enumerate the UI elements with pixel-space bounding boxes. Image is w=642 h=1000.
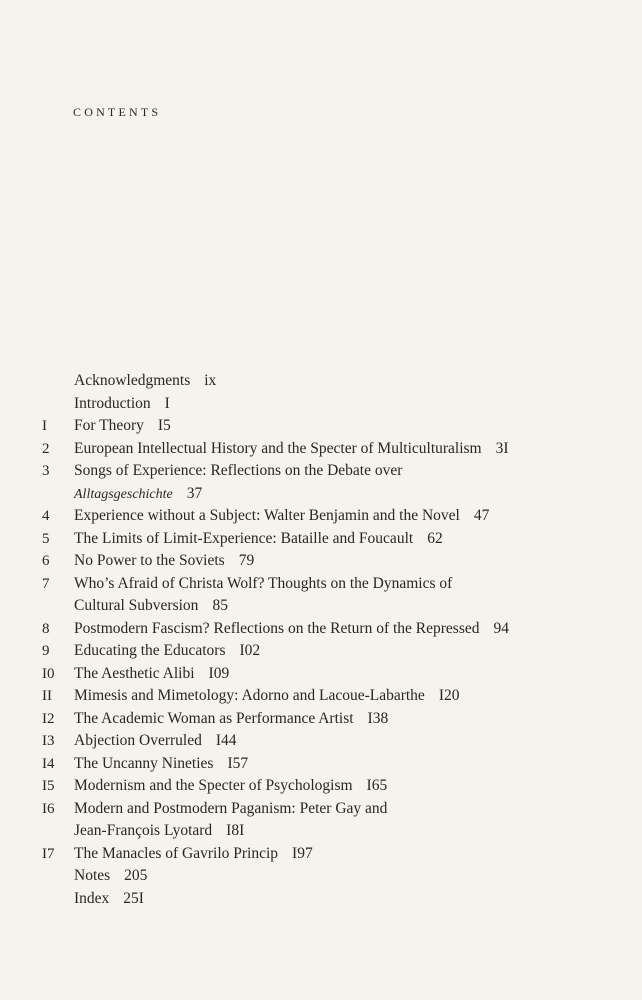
entry-title: The Aesthetic Alibi: [74, 664, 195, 682]
toc-entry-chapter-2[interactable]: [0, 438, 642, 461]
entry-title: Introduction: [74, 394, 151, 412]
entry-title: Educating the Educators: [74, 642, 226, 659]
page-number: 205: [124, 867, 148, 884]
entry-title: Notes: [74, 867, 111, 884]
page-number: 25I: [123, 889, 144, 907]
toc-entry-notes[interactable]: [0, 865, 642, 888]
entry-title: The Manacles of Gavrilo Princip: [74, 844, 279, 862]
page-number: I44: [215, 732, 237, 749]
toc-entry-chapter-1[interactable]: [0, 415, 642, 438]
entry-title: The Uncanny Nineties: [74, 754, 214, 772]
toc-entry-chapter-6[interactable]: [0, 550, 642, 573]
page-number: 79: [238, 552, 255, 569]
toc-entry-chapter-10[interactable]: [0, 663, 642, 686]
chapter-number: 6: [42, 553, 50, 569]
toc-entry-chapter-15[interactable]: [0, 775, 642, 798]
entry-title: Acknowledgments: [74, 372, 191, 389]
entry-title: The Academic Woman as Performance Artist: [74, 709, 354, 727]
entry-title: Songs of Experience: Reflections on the Debate over: [74, 462, 403, 479]
chapter-number: I2: [42, 710, 55, 727]
chapter-number: 7: [42, 575, 50, 592]
page-number: 85: [212, 597, 228, 614]
toc-entry-chapter-16[interactable]: [0, 798, 642, 843]
toc-entry-chapter-13[interactable]: [0, 730, 642, 753]
chapter-number: 4: [42, 508, 50, 524]
entry-title: Mimesis and Mimetology: Adorno and Lacoue-Labarthe: [74, 687, 425, 704]
page-number: I5: [157, 417, 171, 434]
chapter-number: 9: [42, 643, 50, 659]
chapter-number: II: [42, 688, 52, 704]
entry-title: Who’s Afraid of Christa Wolf? Thoughts on the Dynamics of: [74, 574, 453, 592]
toc-entry-chapter-11[interactable]: [0, 685, 642, 708]
table-of-contents: [0, 370, 642, 910]
page-number: I57: [227, 754, 249, 772]
page-number: I20: [438, 687, 460, 704]
chapter-number: I0: [42, 665, 55, 682]
page-number: 47: [473, 507, 490, 524]
page-number: I97: [292, 844, 313, 862]
entry-title: Abjection Overruled: [74, 732, 202, 749]
chapter-number: I7: [42, 845, 55, 862]
entry-title: Index: [74, 889, 110, 907]
toc-entry-chapter-3[interactable]: [0, 460, 642, 505]
toc-entry-acknowledgments[interactable]: [0, 370, 642, 393]
chapter-number: I6: [42, 800, 55, 817]
entry-title: Modern and Postmodern Paganism: Peter Gay and: [74, 799, 388, 817]
page-number: I8I: [226, 822, 245, 839]
entry-title: No Power to the Soviets: [74, 552, 225, 569]
toc-entry-chapter-14[interactable]: [0, 753, 642, 776]
page-number: 37: [186, 484, 203, 502]
toc-entry-chapter-5[interactable]: [0, 528, 642, 551]
entry-title-continued: Cultural Subversion: [74, 597, 199, 614]
entry-title: Postmodern Fascism? Reflections on the Return of the Repressed: [74, 619, 480, 637]
page-number: 94: [493, 619, 510, 637]
toc-entry-chapter-9[interactable]: [0, 640, 642, 663]
page-number: I09: [208, 664, 230, 682]
entry-title-continued: Alltagsgeschichte: [74, 486, 173, 502]
toc-entry-chapter-4[interactable]: [0, 505, 642, 528]
entry-title: Modernism and the Specter of Psychologism: [74, 777, 353, 794]
page-number: I: [164, 394, 170, 412]
page-number: I02: [239, 642, 261, 659]
entry-title: For Theory: [74, 417, 144, 434]
toc-entry-chapter-17[interactable]: [0, 843, 642, 866]
page-number: 3I: [495, 439, 509, 457]
chapter-number: 3: [42, 463, 50, 479]
chapter-number: 2: [42, 440, 50, 457]
toc-entry-chapter-12[interactable]: [0, 708, 642, 731]
entry-title-continued: Jean-François Lyotard: [74, 822, 213, 839]
toc-entry-chapter-7[interactable]: [0, 573, 642, 618]
contents-heading: CONTENTS: [73, 105, 162, 119]
page-number: ix: [204, 372, 217, 389]
toc-entry-introduction[interactable]: [0, 393, 642, 416]
page-number: I38: [367, 709, 389, 727]
chapter-number: I4: [42, 755, 55, 772]
entry-title: The Limits of Limit-Experience: Bataille and Foucault: [74, 529, 414, 547]
entry-title: Experience without a Subject: Walter Benjamin and the Novel: [74, 507, 460, 524]
page-number: I65: [366, 777, 388, 794]
chapter-number: 5: [42, 530, 50, 547]
entry-title: European Intellectual History and the Specter of Multiculturalism: [74, 439, 482, 457]
toc-entry-chapter-8[interactable]: [0, 618, 642, 641]
chapter-number: I5: [42, 778, 55, 794]
chapter-number: I: [42, 418, 47, 434]
chapter-number: I3: [42, 733, 55, 749]
toc-entry-index[interactable]: [0, 888, 642, 911]
chapter-number: 8: [42, 620, 50, 637]
page-number: 62: [427, 529, 443, 547]
